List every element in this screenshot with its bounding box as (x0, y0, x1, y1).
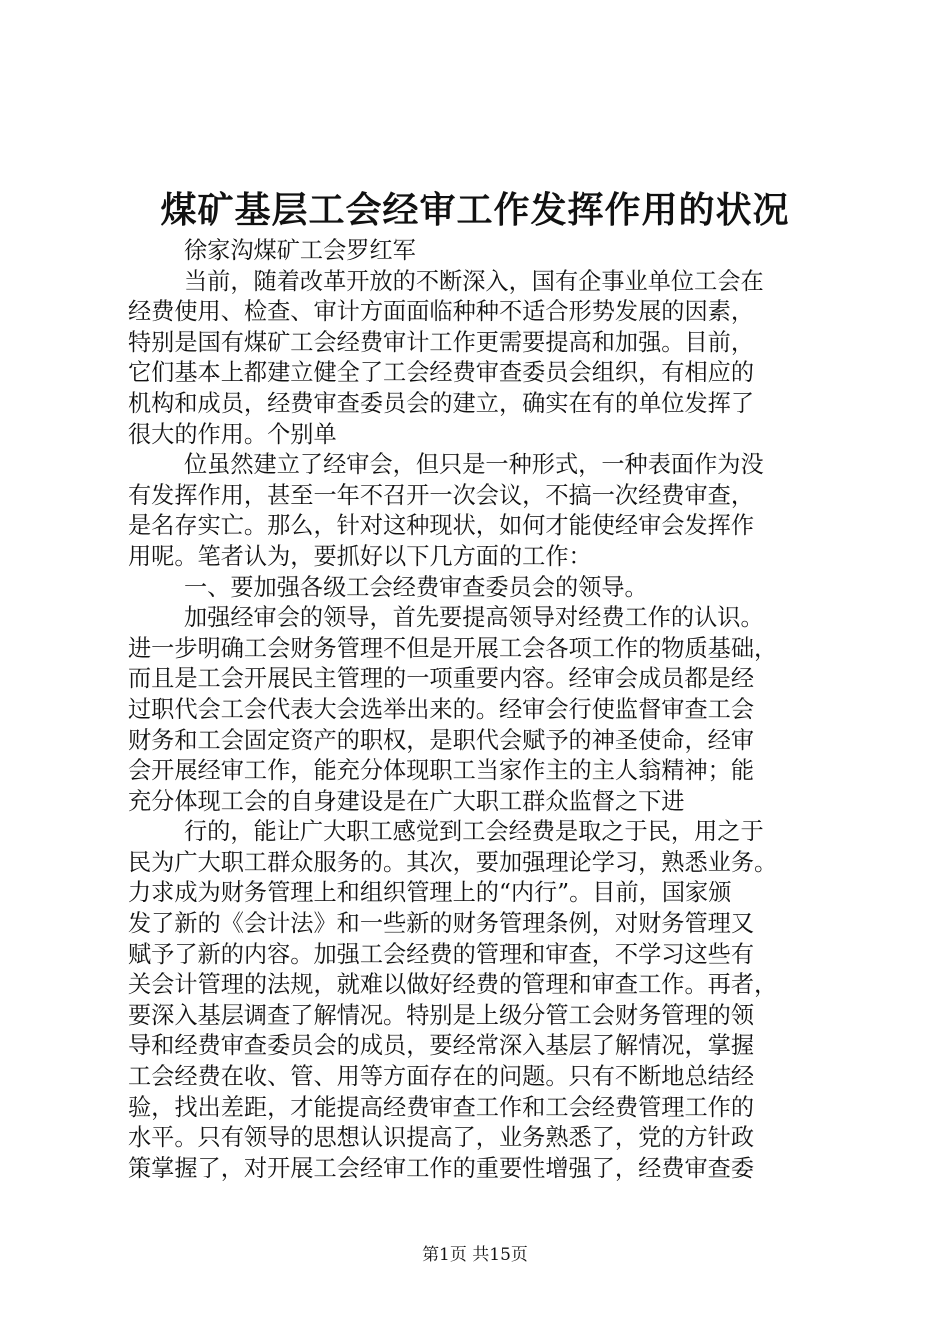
text-line: 经费使用、检查、审计方面面临种种不适合形势发展的因素， (128, 298, 755, 326)
text-line: 特别是国有煤矿工会经费审计工作更需要提高和加强。目前， (128, 328, 755, 356)
document-body (128, 236, 834, 1184)
text-line: 徐家沟煤矿工会罗红军 (184, 237, 416, 264)
text-line: 赋予了新的内容。加强工会经费的管理和审查，不学习这些有 (128, 940, 755, 968)
text-line: 财务和工会固定资产的职权，是职代会赋予的神圣使命，经审 (128, 726, 755, 754)
text-line: 是名存实亡。那么，针对这种现状，如何才能使经审会发挥作 (128, 512, 755, 540)
page-footer: 第1页 共15页 (422, 1245, 528, 1265)
text-line: 工会经费在收、管、用等方面存在的问题。只有不断地总结经 (128, 1063, 755, 1091)
text-line: 很大的作用。个别单 (128, 420, 337, 448)
text-line: 机构和成员，经费审查委员会的建立，确实在有的单位发挥了 (128, 389, 755, 417)
text-line: 进一步明确工会财务管理不但是开展工会各项工作的物质基础， (128, 634, 778, 662)
document-title: 煤矿基层工会经审工作发挥作用的状况 (160, 189, 790, 231)
text-line: 当前，随着改革开放的不断深入，国有企事业单位工会在 (184, 267, 764, 295)
text-line: 充分体现工会的自身建设是在广大职工群众监督之下进 (128, 787, 685, 815)
text-line: 力求成为财务管理上和组织管理上的“内行”。目前，国家颁 (128, 879, 732, 907)
text-line: 发了新的《会计法》和一些新的财务管理条例，对财务管理又 (128, 910, 755, 938)
text-line: 策掌握了，对开展工会经审工作的重要性增强了，经费审查委 (128, 1154, 755, 1182)
text-line: 用呢。笔者认为，要抓好以下几方面的工作： (128, 542, 592, 570)
text-line: 行的，能让广大职工感觉到工会经费是取之于民，用之于 (184, 818, 764, 846)
text-line: 一、要加强各级工会经费审查委员会的领导。 (184, 573, 648, 601)
text-line: 它们基本上都建立健全了工会经费审查委员会组织，有相应的 (128, 359, 755, 387)
text-line: 民为广大职工群众服务的。其次，要加强理论学习，熟悉业务。 (128, 848, 778, 876)
text-line: 加强经审会的领导，首先要提高领导对经费工作的认识。 (184, 604, 764, 632)
text-line: 水平。只有领导的思想认识提高了，业务熟悉了，党的方针政 (128, 1124, 755, 1152)
text-line: 有发挥作用，甚至一年不召开一次会议，不搞一次经费审查， (128, 481, 755, 509)
text-line: 过职代会工会代表大会选举出来的。经审会行使监督审查工会 (128, 695, 755, 723)
text-line: 位虽然建立了经审会，但只是一种形式，一种表面作为没 (184, 451, 764, 479)
text-line: 导和经费审查委员会的成员，要经常深入基层了解情况，掌握 (128, 1032, 755, 1060)
text-line: 会开展经审工作，能充分体现职工当家作主的主人翁精神；能 (128, 757, 755, 785)
text-line: 关会计管理的法规，就难以做好经费的管理和审查工作。再者， (128, 971, 778, 999)
text-line: 验，找出差距，才能提高经费审查工作和工会经费管理工作的 (128, 1093, 755, 1121)
text-line: 要深入基层调查了解情况。特别是上级分管工会财务管理的领 (128, 1001, 755, 1029)
text-line: 而且是工会开展民主管理的一项重要内容。经审会成员都是经 (128, 665, 755, 693)
